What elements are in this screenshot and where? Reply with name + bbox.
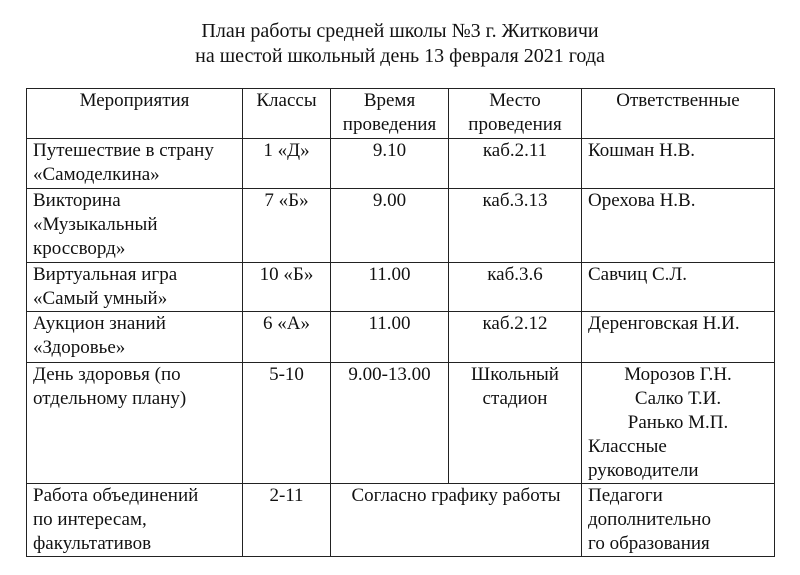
table-header-row	[27, 89, 775, 139]
cell-responsible: Кошман Н.В.	[582, 139, 775, 189]
cell-time: 11.00	[331, 312, 449, 363]
cell-responsible: Морозов Г.Н. Салко Т.И. Ранько М.П. Классные руководители	[582, 363, 775, 484]
header-classes: Классы	[243, 89, 331, 139]
cell-place: каб.3.13	[449, 189, 582, 263]
header-responsible: Ответственные	[582, 89, 775, 139]
header-time: Время проведения	[331, 89, 449, 139]
document-title-line-1: План работы средней школы №3 г. Житковичи	[201, 20, 599, 42]
cell-responsible: Деренговская Н.И.	[582, 312, 775, 363]
cell-classes: 10 «Б»	[243, 263, 331, 312]
cell-classes: 2-11	[243, 484, 331, 557]
cell-event: Аукцион знаний «Здоровье»	[27, 312, 243, 363]
table-row	[27, 263, 775, 312]
table-row	[27, 189, 775, 263]
cell-time: 9.00	[331, 189, 449, 263]
cell-responsible: Педагоги дополнительно го образования	[582, 484, 775, 557]
table-row	[27, 312, 775, 363]
header-events: Мероприятия	[27, 89, 243, 139]
cell-event: Викторина «Музыкальный кроссворд»	[27, 189, 243, 263]
table-row	[27, 484, 775, 557]
schedule-table	[26, 88, 775, 557]
table-row	[27, 363, 775, 484]
cell-time: 9.00-13.00	[331, 363, 449, 484]
cell-classes: 5-10	[243, 363, 331, 484]
cell-classes: 7 «Б»	[243, 189, 331, 263]
cell-classes: 6 «А»	[243, 312, 331, 363]
table-row	[27, 139, 775, 189]
cell-responsible: Орехова Н.В.	[582, 189, 775, 263]
document-title-line-2: на шестой школьный день 13 февраля 2021 года	[195, 45, 605, 67]
cell-place: каб.2.11	[449, 139, 582, 189]
cell-event: Путешествие в страну «Самоделкина»	[27, 139, 243, 189]
cell-responsible: Савчиц С.Л.	[582, 263, 775, 312]
cell-time: 11.00	[331, 263, 449, 312]
header-place: Место проведения	[449, 89, 582, 139]
cell-time-place-merged: Согласно графику работы	[331, 484, 582, 557]
cell-place: Школьный стадион	[449, 363, 582, 484]
cell-classes: 1 «Д»	[243, 139, 331, 189]
cell-event: Виртуальная игра «Самый умный»	[27, 263, 243, 312]
cell-time: 9.10	[331, 139, 449, 189]
cell-place: каб.3.6	[449, 263, 582, 312]
cell-event: Работа объединений по интересам, факультативов	[27, 484, 243, 557]
cell-place: каб.2.12	[449, 312, 582, 363]
cell-event: День здоровья (по отдельному плану)	[27, 363, 243, 484]
